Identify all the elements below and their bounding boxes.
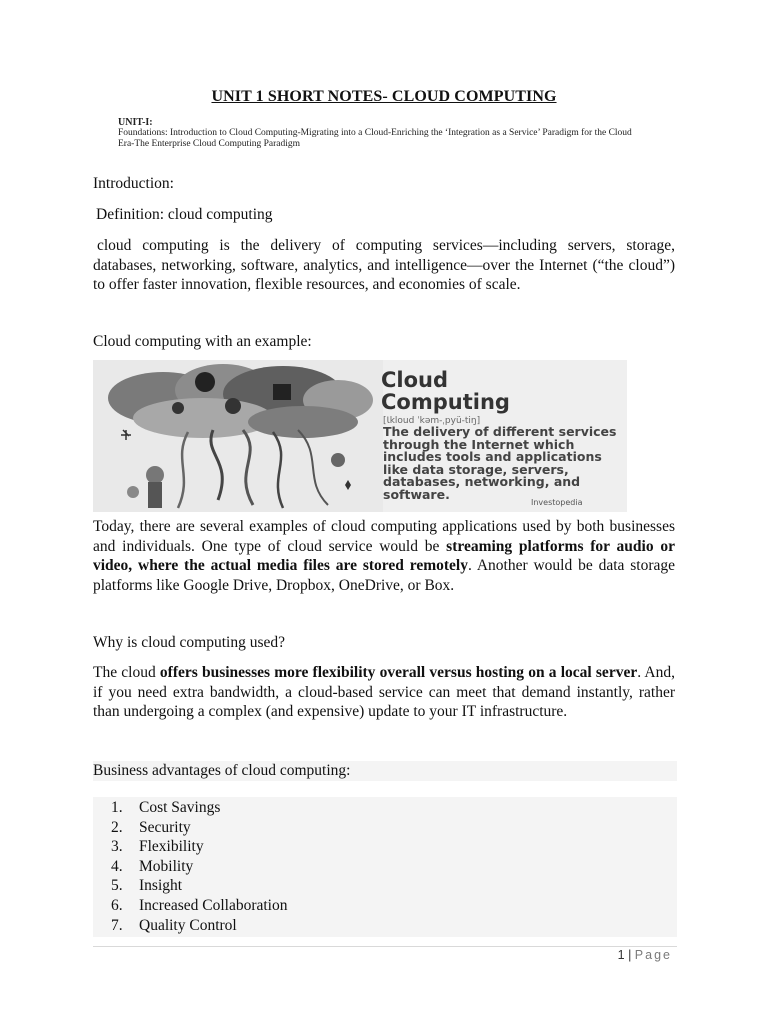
advantages-list xyxy=(111,798,287,935)
list-number: 2. xyxy=(111,818,123,836)
why-bold-text: offers businesses more flexibility overall versus hosting on a local server xyxy=(159,664,638,681)
list-label: Quality Control xyxy=(139,916,237,934)
list-number: 6. xyxy=(111,896,123,914)
cloud-computing-figure xyxy=(93,360,627,512)
list-item xyxy=(111,876,287,896)
examples-text-1: Today, there are several examples of cloud computing applications used by both businesses and individuals. One type of cloud service would be xyxy=(93,518,675,555)
page-number: 1 xyxy=(617,948,625,962)
figure-phonetic: [Ɩkloud ˈkəm-ˌpyü-tiŋ] xyxy=(383,416,481,426)
list-number: 7. xyxy=(111,916,123,934)
why-heading: Why is cloud computing used? xyxy=(93,634,285,651)
list-item xyxy=(111,916,287,936)
syllabus-text: Foundations: Introduction to Cloud Computing-Migrating into a Cloud-Enriching the ‘Integration as a Service’ Paradigm for the Cloud Era-The Enterprise Cloud Computing Paradigm xyxy=(118,128,632,149)
list-number: 4. xyxy=(111,857,123,875)
list-number: 5. xyxy=(111,877,123,895)
list-label: Mobility xyxy=(139,857,194,875)
cloud-illustration-icon xyxy=(93,360,383,512)
examples-bold-text: streaming platforms for audio or video, where the actual media files are stored remotely xyxy=(93,537,675,575)
advantages-heading: Business advantages of cloud computing: xyxy=(93,761,677,781)
page-title: UNIT 1 SHORT NOTES- CLOUD COMPUTING xyxy=(211,88,557,105)
syllabus-excerpt xyxy=(118,117,638,150)
page-label: Page xyxy=(634,948,672,962)
list-label: Cost Savings xyxy=(139,799,221,816)
list-number: 1. xyxy=(111,799,123,816)
examples-paragraph xyxy=(93,517,675,595)
figure-description: The delivery of different services through the Internet which includes tools and applications like data storage, servers, databases, networking, and software. xyxy=(383,424,617,502)
example-heading: Cloud computing with an example: xyxy=(93,333,312,350)
definition-heading: Definition: cloud computing xyxy=(96,206,273,223)
syllabus-label: UNIT-I: xyxy=(118,117,153,128)
list-item xyxy=(111,857,287,877)
figure-title-computing: Computing xyxy=(381,390,510,414)
examples-text-2: . Another would be data storage platforms like Google Drive, Dropbox, OneDrive, or Box. xyxy=(93,557,675,594)
list-item xyxy=(111,896,287,916)
list-item xyxy=(111,798,287,818)
definition-paragraph: cloud computing is the delivery of computing services—including servers, storage, databases, networking, software, analytics, and intelligence—over the Internet (“the cloud”) to offer faster innovation, flexible resources, and economies of scale. xyxy=(93,237,675,294)
intro-heading: Introduction: xyxy=(93,175,174,192)
list-number: 3. xyxy=(111,838,123,856)
list-label: Increased Collaboration xyxy=(139,896,288,914)
figure-logo: Investopedia xyxy=(531,498,583,507)
why-paragraph xyxy=(93,663,675,722)
page-footer xyxy=(618,948,672,962)
footer-divider xyxy=(93,946,677,947)
list-label: Security xyxy=(139,818,191,836)
why-text-2: . And, if you need extra bandwidth, a cloud-based service can meet that demand instantly, rather than undergoing a complex (and expensive) update to your IT infrastructure. xyxy=(93,664,675,721)
list-item xyxy=(111,837,287,857)
why-text-1: The cloud xyxy=(93,664,160,681)
list-label: Flexibility xyxy=(139,838,204,856)
list-label: Insight xyxy=(139,877,183,895)
figure-title-cloud: Cloud xyxy=(381,368,449,392)
footer-separator: | xyxy=(624,948,635,962)
list-item xyxy=(111,818,287,838)
